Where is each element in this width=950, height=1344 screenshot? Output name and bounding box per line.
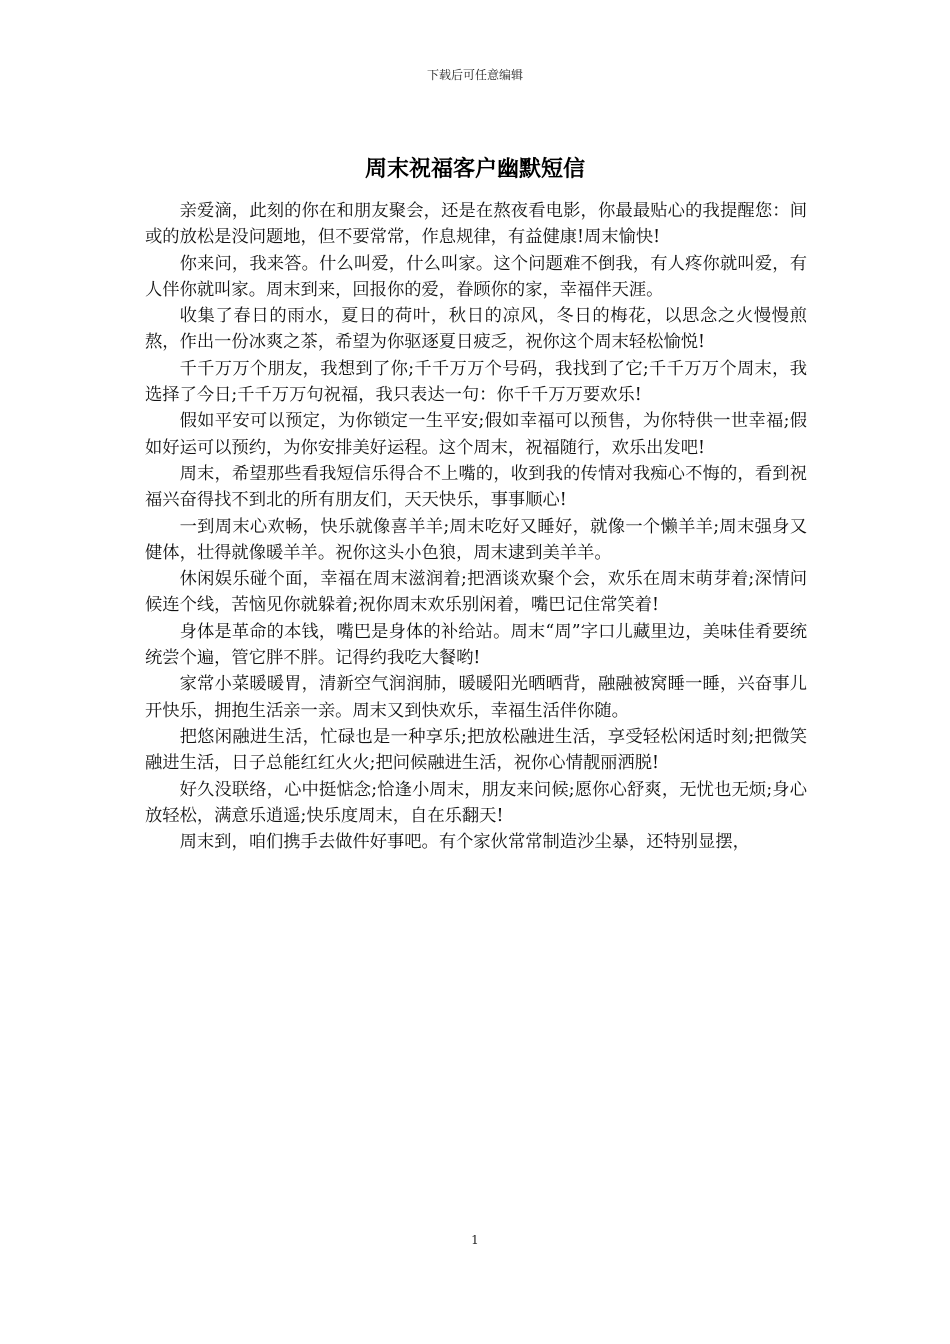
paragraph: 周末到，咱们携手去做件好事吧。有个家伙常常制造沙尘暴，还特别显摆， bbox=[179, 832, 750, 853]
paragraph: 亲爱滴，此刻的你在和朋友聚会，还是在熬夜看电影，你最最贴心的我提醒您：间或的放松是没问题地，但不要常常，作息规律，有益健康!周末愉快! bbox=[145, 201, 807, 248]
paragraph: 身体是革命的本钱，嘴巴是身体的补给站。周末“周”字口儿藏里边，美味佳肴要统统尝个遍，管它胖不胖。记得约我吃大餐哟! bbox=[145, 621, 807, 669]
header-note: 下载后可任意编辑 bbox=[426, 68, 523, 82]
document-title: 周末祝福客户幽默短信 bbox=[364, 157, 585, 182]
paragraph: 收集了春日的雨水，夏日的荷叶，秋日的凉风，冬日的梅花，以思念之火慢慢煎熬，作出一份冰爽之茶，希望为你驱逐夏日疲乏，祝你这个周末轻松愉悦! bbox=[145, 306, 807, 353]
paragraph: 你来问，我来答。什么叫爱，什么叫家。这个问题难不倒我，有人疼你就叫爱，有人伴你就叫家。周末到来，回报你的爱，眷顾你的家，幸福伴天涯。 bbox=[145, 253, 807, 300]
page-number: 1 bbox=[471, 1233, 479, 1247]
paragraph: 休闲娱乐碰个面，幸福在周末滋润着;把酒谈欢聚个会，欢乐在周末萌芽着;深情问候连个线，苦恼见你就躲着;祝你周末欢乐别闲着，嘴巴记住常笑着! bbox=[145, 569, 807, 616]
paragraph: 把悠闲融进生活，忙碌也是一种享乐;把放松融进生活，享受轻松闲适时刻;把微笑融进生活，日子总能红红火火;把问候融进生活，祝你心情靓丽洒脱! bbox=[145, 726, 807, 774]
paragraph: 家常小菜暖暖胃，清新空气润润肺，暖暖阳光晒晒背，融融被窝睡一睡，兴奋事儿开快乐，拥抱生活亲一亲。周末又到快欢乐，幸福生活伴你随。 bbox=[145, 674, 807, 721]
document-body bbox=[145, 198, 807, 855]
paragraph: 周末，希望那些看我短信乐得合不上嘴的，收到我的传情对我痴心不悔的，看到祝福兴奋得找不到北的所有朋友们，天天快乐，事事顺心! bbox=[145, 463, 807, 511]
paragraph: 假如平安可以预定，为你锁定一生平安;假如幸福可以预售，为你特供一世幸福;假如好运可以预约，为你安排美好运程。这个周末，祝福随行，欢乐出发吧! bbox=[145, 411, 807, 458]
paragraph: 好久没联络，心中挺惦念;恰逢小周末，朋友来问候;愿你心舒爽，无忧也无烦;身心放轻松，满意乐逍遥;快乐度周末，自在乐翻天! bbox=[145, 779, 807, 826]
paragraph: 一到周末心欢畅，快乐就像喜羊羊;周末吃好又睡好，就像一个懒羊羊;周末强身又健体，壮得就像暖羊羊。祝你这头小色狼，周末逮到美羊羊。 bbox=[145, 516, 807, 563]
paragraph: 千千万万个朋友，我想到了你;千千万万个号码，我找到了它;千千万万个周末，我选择了今日;千千万万句祝福，我只表达一句：你千千万万要欢乐! bbox=[145, 358, 807, 406]
